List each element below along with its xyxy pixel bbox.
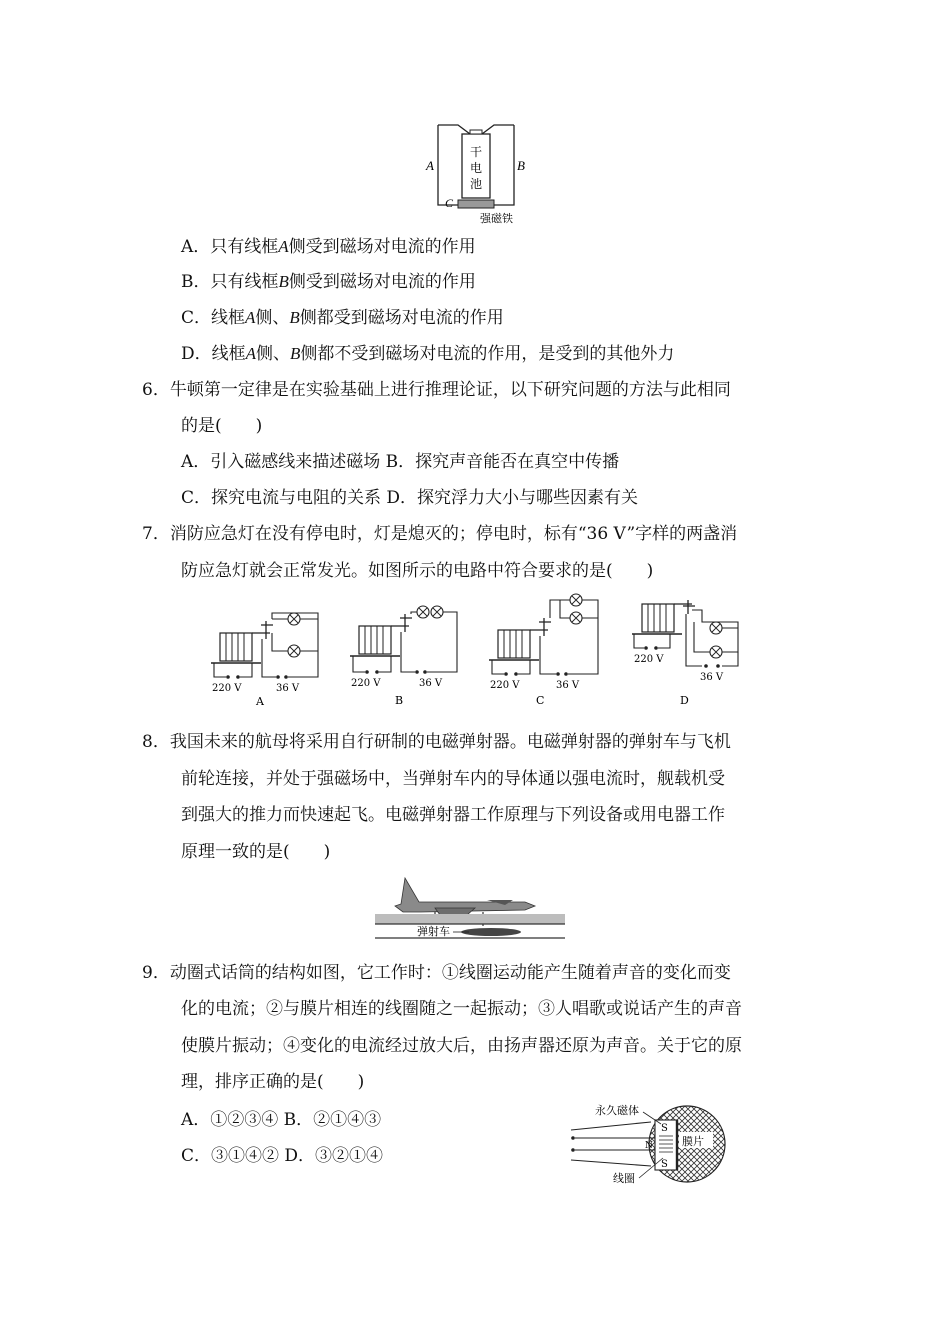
q5-option-c: C．线框A侧、B侧都受到磁场对电流的作用 [181, 308, 504, 328]
q6-number: 6． [142, 380, 170, 400]
q6-stem-line2: 的是( ) [181, 416, 263, 436]
microphone-figure [565, 1100, 740, 1190]
q5-option-b: B．只有线框B侧受到磁场对电流的作用 [181, 272, 476, 292]
battery-char-1: 干 [470, 145, 483, 159]
circuit-figure-d [626, 596, 751, 708]
q9-stem-line2: 化的电流；②与膜片相连的线圈随之一起振动；③人唱歌或说话产生的声音 [181, 999, 742, 1019]
circuit-d-v1: 220 V [634, 654, 664, 665]
circuit-b-v1: 220 V [351, 678, 381, 689]
q9-options-line1: A．①②③④ B．②①④③ [181, 1110, 382, 1130]
circuit-d-v2: 36 V [700, 672, 724, 683]
q8-stem-line2: 前轮连接，并处于强磁场中，当弹射车内的导体通以强电流时，舰载机受 [181, 769, 725, 789]
mic-coil-label: 线圈 [613, 1172, 635, 1185]
q9-stem-line3: 使膜片振动；④变化的电流经过放大后，由扬声器还原为声音。关于它的原 [181, 1036, 742, 1056]
circuit-figure-b [345, 600, 470, 705]
q6-stem-line1: 6．牛顿第一定律是在实验基础上进行推理论证，以下研究问题的方法与此相同 [142, 380, 731, 400]
circuit-figure-c [484, 590, 609, 705]
q9-stem-line4: 理，排序正确的是( ) [181, 1072, 365, 1092]
frame-label-c: C [445, 196, 454, 210]
circuit-a-v2: 36 V [276, 683, 300, 694]
q8-number: 8． [142, 732, 170, 752]
frame-label-a: A [426, 158, 434, 173]
q9-stem-line1: 9．动圈式话筒的结构如图，它工作时：①线圈运动能产生随着声音的变化而变 [142, 963, 731, 983]
q9-number: 9． [142, 963, 170, 983]
mic-diaphragm-label: 膜片 [682, 1135, 704, 1148]
circuit-a-v1: 220 V [212, 683, 242, 694]
circuit-figure-a [206, 603, 331, 708]
circuit-b-letter: B [395, 694, 404, 705]
q8-stem-line3: 到强大的推力而快速起飞。电磁弹射器工作原理与下列设备或用电器工作 [181, 805, 725, 825]
mic-s-top: S [661, 1123, 668, 1134]
mic-n: N [645, 1141, 653, 1151]
mic-s-bottom: S [661, 1159, 668, 1170]
q9-options-line2: C．③①④② D．③②①④ [181, 1146, 384, 1166]
circuit-c-letter: C [536, 694, 545, 705]
battery-frame-figure [418, 120, 528, 230]
circuit-d-letter: D [680, 694, 689, 707]
q6-options-line2: C．探究电流与电阻的关系 D．探究浮力大小与哪些因素有关 [181, 488, 639, 508]
battery-char-3: 池 [470, 177, 483, 191]
q7-number: 7． [142, 524, 170, 544]
battery-char-2: 电 [470, 161, 483, 175]
q5-option-d: D．线框A侧、B侧都不受到磁场对电流的作用，是受到的其他外力 [181, 344, 675, 364]
catapult-jet-figure [375, 872, 565, 947]
magnet-label: 强磁铁 [480, 212, 513, 225]
q5-option-a: A．只有线框A侧受到磁场对电流的作用 [181, 237, 476, 257]
circuit-a-letter: A [256, 695, 264, 708]
q7-stem-line2: 防应急灯就会正常发光。如图所示的电路中符合要求的是( ) [181, 561, 654, 581]
circuit-c-v2: 36 V [556, 680, 580, 691]
q7-stem-line1: 7．消防应急灯在没有停电时，灯是熄灭的；停电时，标有“36 V”字样的两盏消 [142, 524, 738, 544]
q8-stem-line4: 原理一致的是( ) [181, 842, 331, 862]
frame-label-b: B [517, 158, 525, 173]
q6-options-line1: A．引入磁感线来描述磁场 B．探究声音能否在真空中传播 [181, 452, 620, 472]
mic-magnet-label: 永久磁体 [595, 1104, 639, 1117]
catapult-label: 弹射车 [417, 925, 450, 938]
circuit-c-v1: 220 V [490, 680, 520, 691]
q8-stem-line1: 8．我国未来的航母将采用自行研制的电磁弹射器。电磁弹射器的弹射车与飞机 [142, 732, 731, 752]
circuit-b-v2: 36 V [419, 678, 443, 689]
